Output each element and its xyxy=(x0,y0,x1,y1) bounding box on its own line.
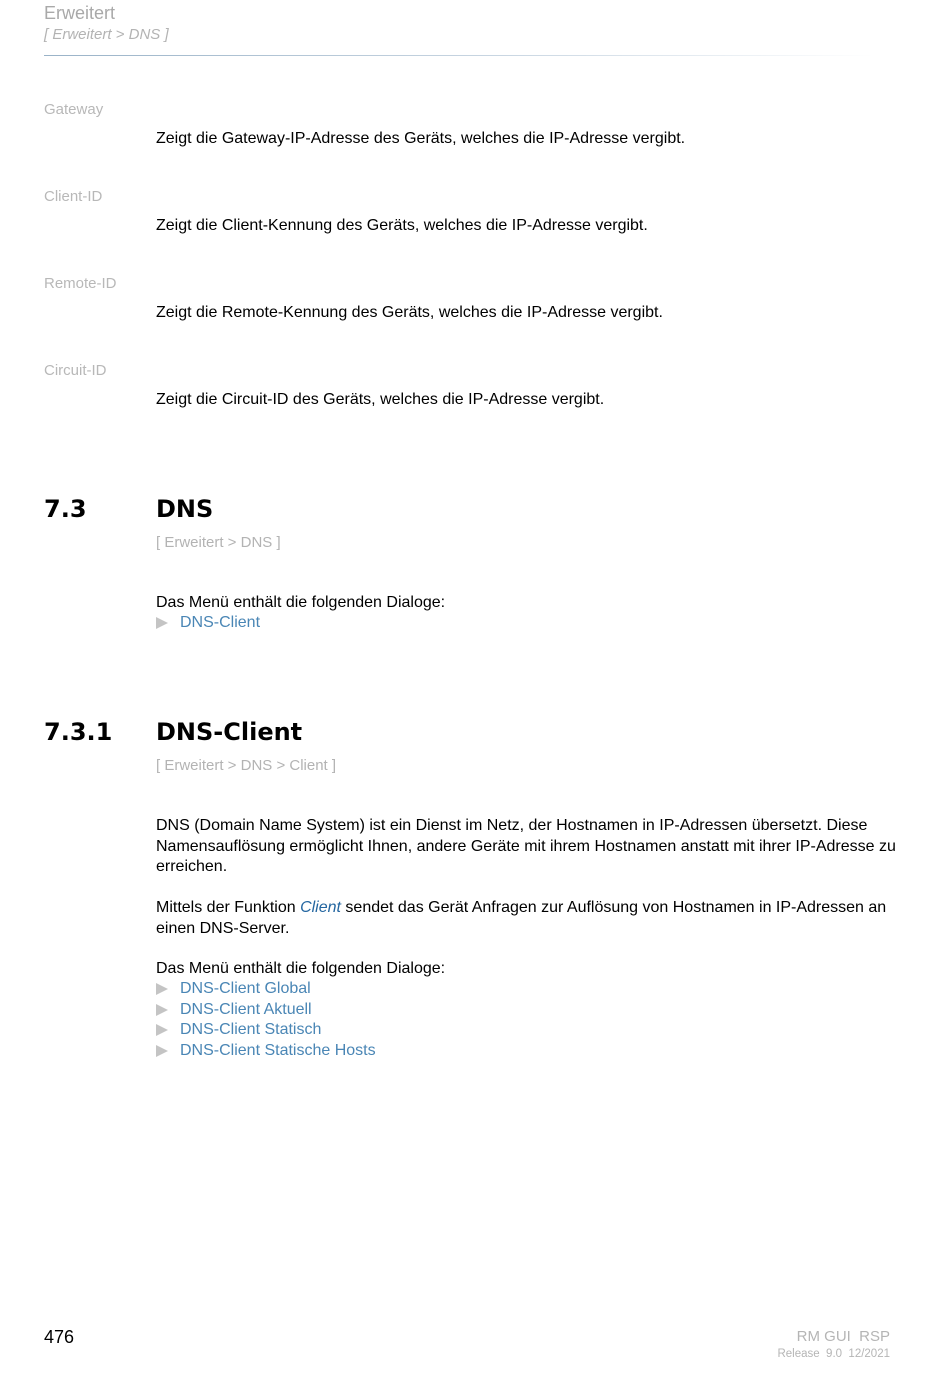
footer-product: RM GUI RSP xyxy=(796,1328,890,1345)
param-label-gateway: Gateway xyxy=(44,101,104,118)
list-item xyxy=(156,1000,376,1021)
list-item xyxy=(156,1020,376,1041)
section-breadcrumb-dns-client: [ Erweitert > DNS > Client ] xyxy=(156,757,337,774)
param-description-remote-id: Zeigt die Remote-Kennung des Geräts, welches die IP-Adresse vergibt. xyxy=(156,304,663,321)
dns-menu-intro: Das Menü enthält die folgenden Dialoge: xyxy=(156,594,446,611)
function-text-rest: sendet das Gerät Anfragen zur Auflösung von Hostnamen in IP-Adressen an einen DNS-Server. xyxy=(156,899,887,937)
dns-client-function-text xyxy=(156,898,896,939)
param-description-client-id: Zeigt die Client-Kennung des Geräts, welches die IP-Adresse vergibt. xyxy=(156,217,648,234)
function-text-lead: Mittels der Funktion xyxy=(156,899,301,916)
link-dns-client-aktuell[interactable]: DNS-Client Aktuell xyxy=(180,1000,312,1018)
triangle-bullet-icon xyxy=(156,617,168,629)
header-divider xyxy=(44,55,874,56)
link-dns-client-statisch[interactable]: DNS-Client Statisch xyxy=(180,1021,322,1038)
list-item xyxy=(156,613,260,634)
param-label-remote-id: Remote-ID xyxy=(44,275,117,292)
function-name-client: Client xyxy=(300,899,341,916)
param-label-client-id: Client-ID xyxy=(44,188,103,205)
link-dns-client-global[interactable]: DNS-Client Global xyxy=(180,980,311,997)
footer-release: Release 9.0 12/2021 xyxy=(777,1348,890,1360)
dns-client-description: DNS (Domain Name System) ist ein Dienst im Netz, der Hostnamen in IP-Adressen übersetzt. Diese Namensauflösung ermöglicht Ihnen, andere Geräte mit ihrem Hostnamen anstatt mit ihrer IP-Adresse zu erreichen. xyxy=(156,817,896,875)
triangle-bullet-icon xyxy=(156,1024,168,1036)
dns-client-menu-intro: Das Menü enthält die folgenden Dialoge: xyxy=(156,960,446,977)
list-item xyxy=(156,979,376,1000)
dns-dialog-list xyxy=(156,613,260,634)
section-title-dns-client: DNS-Client xyxy=(156,718,303,746)
section-breadcrumb-dns: [ Erweitert > DNS ] xyxy=(156,534,281,551)
link-dns-client[interactable]: DNS-Client xyxy=(180,614,261,631)
section-number-dns: 7.3 xyxy=(44,495,87,523)
section-number-dns-client: 7.3.1 xyxy=(44,718,113,746)
link-dns-client-statische-hosts[interactable]: DNS-Client Statische Hosts xyxy=(180,1041,376,1059)
param-description-circuit-id: Zeigt die Circuit-ID des Geräts, welches die IP-Adresse vergibt. xyxy=(156,391,605,408)
dns-client-dialog-list xyxy=(156,979,376,1061)
param-label-circuit-id: Circuit-ID xyxy=(44,362,107,379)
param-description-gateway: Zeigt die Gateway-IP-Adresse des Geräts, welches die IP-Adresse vergibt. xyxy=(156,130,686,147)
section-title-dns: DNS xyxy=(156,495,214,523)
triangle-bullet-icon xyxy=(156,1004,168,1016)
triangle-bullet-icon xyxy=(156,983,168,995)
list-item xyxy=(156,1041,376,1062)
running-header-title: Erweitert xyxy=(44,3,116,23)
page-number: 476 xyxy=(44,1327,75,1347)
running-header-breadcrumb: [ Erweitert > DNS ] xyxy=(44,26,169,43)
triangle-bullet-icon xyxy=(156,1045,168,1057)
